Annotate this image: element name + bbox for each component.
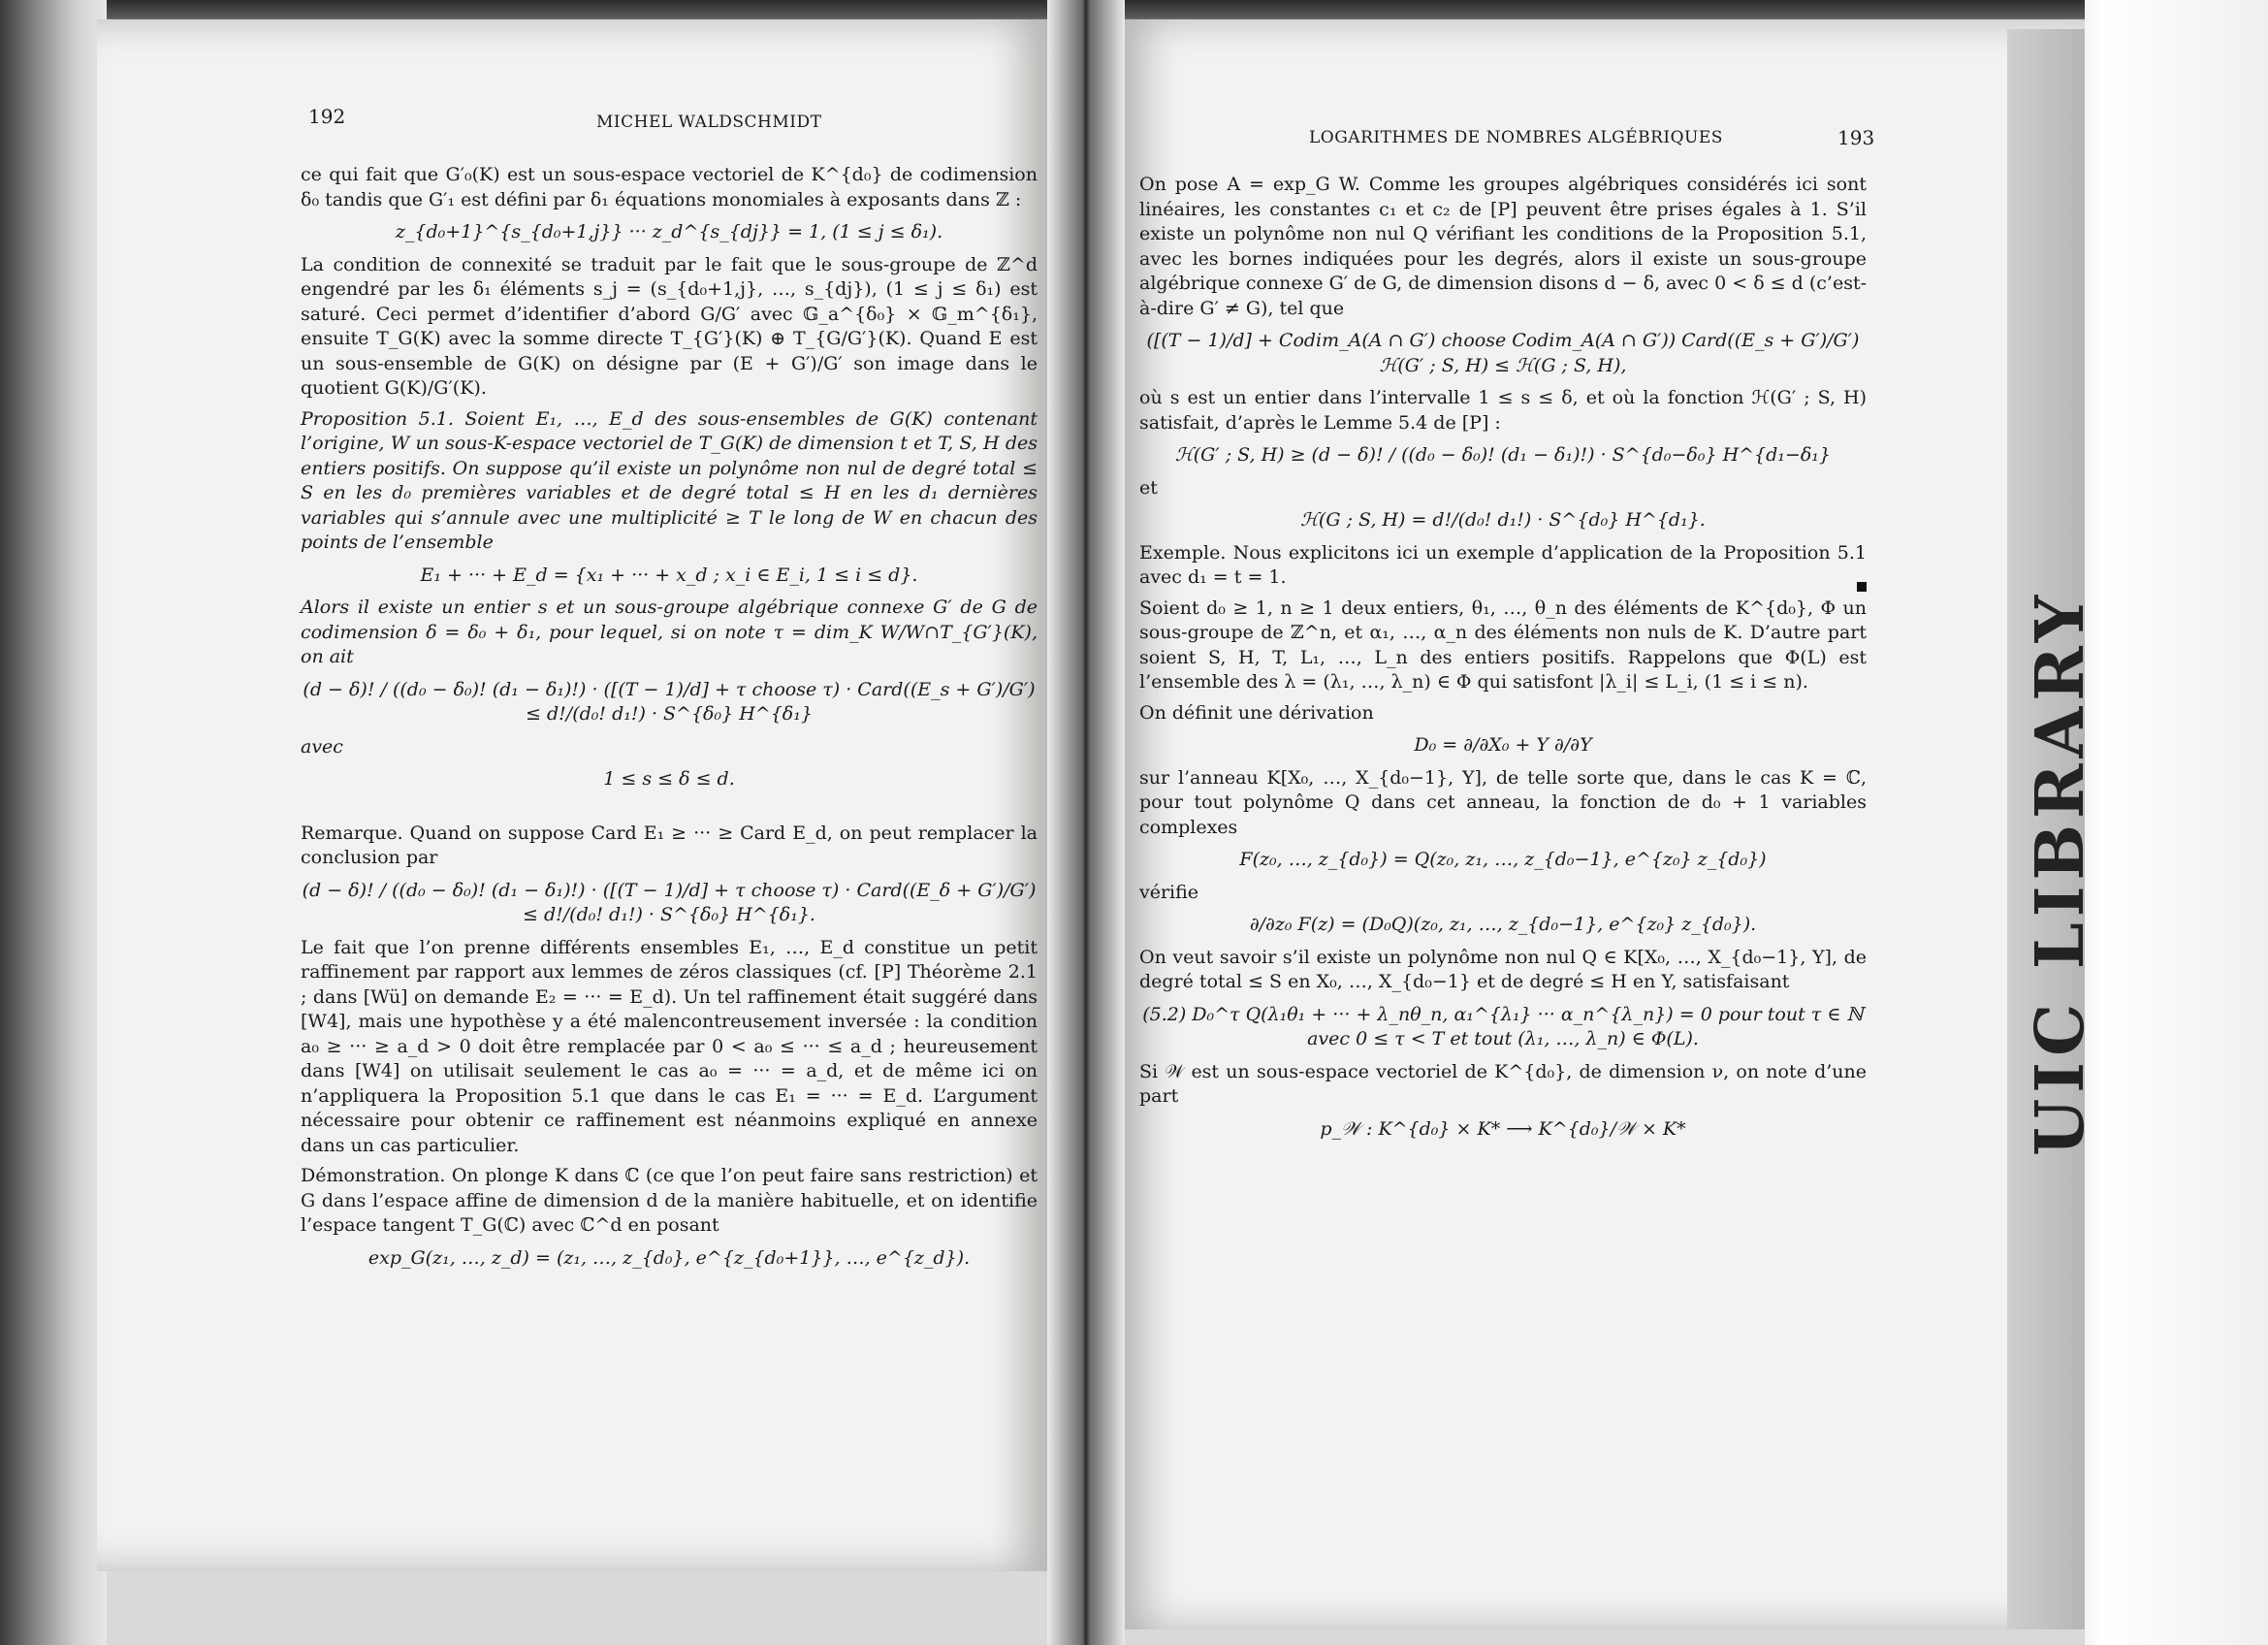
right-para-2: où s est un entier dans l’intervalle 1 ≤ s ≤ δ, et où la fonction ℋ(G′ ; S, H) satisfait, d’après le Lemme 5.4 de [P] : <box>1139 387 1867 434</box>
qed-square-icon <box>1857 582 1867 592</box>
left-eq-remarque-inequality: (d − δ)! / ((d₀ − δ₀)! (d₁ − δ₁)!) · ([(T − 1)/d] + τ choose τ) · Card((E_δ + G′)/G′) ≤ d!/(d₀! d₁!) · S^{δ₀} H^{δ₁}. <box>302 879 1037 925</box>
right-para-soient: Soient d₀ ≥ 1, n ≥ 1 deux entiers, θ₁, …, θ_n des éléments de K^{d₀}, Φ un sous-groupe de ℤ^n, et α₁, …, α_n des éléments non nuls de K. D’autre part soient S, H, T, L₁, …, L_n des entiers positifs. Rappelons que Φ(L) est l’ensemble des λ = (λ₁, …, λ_n) ∈ Φ qui satisfont |λ_i| ≤ L_i, (1 ≤ i ≤ n). <box>1139 597 1867 693</box>
book-gutter <box>1047 0 1125 1645</box>
right-eq-partial: ∂/∂z₀ F(z) = (D₀Q)(z₀, z₁, …, z_{d₀−1}, e^{z₀} z_{d₀}). <box>1249 914 1757 935</box>
left-eq-monomial: z_{d₀+1}^{s_{d₀+1,j}} ··· z_d^{s_{dj}} = 1, (1 ≤ j ≤ δ₁). <box>395 221 943 242</box>
left-eq-main-inequality: (d − δ)! / ((d₀ − δ₀)! (d₁ − δ₁)!) · ([(T − 1)/d] + τ choose τ) · Card((E_s + G′)/G′) ≤ d!/(d₀! d₁!) · S^{δ₀} H^{δ₁} <box>303 678 1036 725</box>
right-page-number: 193 <box>1837 126 1875 149</box>
left-eq-sumset: E₁ + ··· + E_d = {x₁ + ··· + x_d ; x_i ∈ E_i, 1 ≤ i ≤ d}. <box>420 564 918 586</box>
right-para-anneau: sur l’anneau K[X₀, …, X_{d₀−1}, Y], de telle sorte que, dans le cas K = ℂ, pour tout polynôme Q dans cet anneau, la fonction de d₀ + 1 variables complexes <box>1139 766 1867 838</box>
right-running-head: LOGARITHMES DE NOMBRES ALGÉBRIQUES <box>1309 128 1723 147</box>
right-page-body <box>1139 173 1867 1149</box>
library-spine-stamp: UIC LIBRARY <box>2022 589 2099 1157</box>
left-book-edge <box>0 0 107 1645</box>
right-eq-hilbert-g: ℋ(G ; S, H) = d!/(d₀! d₁!) · S^{d₀} H^{d₁}. <box>1300 509 1706 531</box>
right-label-verifie: vérifie <box>1139 881 1199 903</box>
right-para-savoir: On veut savoir s’il existe un polynôme non nul Q ∈ K[X₀, …, X_{d₀−1}, Y], de degré total ≤ S en X₀, …, X_{d₀−1} et de degré ≤ H en Y, satisfaisant <box>1139 946 1867 992</box>
right-eq-binomial: ([(T − 1)/d] + Codim_A(A ∩ G′) choose Codim_A(A ∩ G′)) Card((E_s + G′)/G′) ℋ(G′ ; S, H) ≤ ℋ(G ; S, H), <box>1146 330 1860 376</box>
book-spine-area <box>2085 0 2268 1645</box>
left-para-2: La condition de connexité se traduit par le fait que le sous-groupe de ℤ^d engendré par les δ₁ éléments s_j = (s_{d₀+1,j}, …, s_{dj}), (1 ≤ j ≤ δ₁) est saturé. Ceci permet d’identifier d’abord G/G′ avec 𝔾_a^{δ₀} × 𝔾_m^{δ₁}, ensuite T_G(K) avec la somme directe T_{G′}(K) ⊕ T_{G/G′}(K). Quand E est un sous-ensemble de G(K) on désigne par (E + G′)/G′ son image dans le quotient G(K)/G′(K). <box>301 253 1038 399</box>
right-eq-projection: p_𝒲 : K^{d₀} × K* ⟶ K^{d₀}/𝒲 × K* <box>1320 1117 1686 1140</box>
right-eq-d0: D₀ = ∂/∂X₀ + Y ∂/∂Y <box>1414 734 1592 756</box>
right-para-derivation: On définit une dérivation <box>1139 701 1374 724</box>
left-page-number: 192 <box>308 105 346 128</box>
right-para-1: On pose A = exp_G W. Comme les groupes algébriques considérés ici sont linéaires, les constantes c₁ et c₂ de [P] peuvent être prises égales à 1. S’il existe un polynôme non nul Q vérifiant les conditions de la Proposition 5.1, avec les bornes indiquées pour les degrés, alors il existe un sous-groupe algébrique connexe G′ de G, de dimension disons d − δ, avec 0 < δ ≤ d (c’est-à-dire G′ ≠ G), tel que <box>1139 174 1867 319</box>
left-label-avec: avec <box>301 735 343 758</box>
demonstration: Démonstration. On plonge K dans ℂ (ce que l’on peut faire sans restriction) et G dans l’espace affine de dimension d de la manière habituelle, et on identifie l’espace tangent T_G(ℂ) avec ℂ^d en posant <box>301 1165 1038 1236</box>
proposition-conclusion: Alors il existe un entier s et un sous-groupe algébrique connexe G′ de G de codimension δ = δ₀ + δ₁, pour lequel, si on note τ = dim_K W/W∩T_{G′}(K), on ait <box>301 597 1038 667</box>
right-eq-hilbert-lower: ℋ(G′ ; S, H) ≥ (d − δ)! / ((d₀ − δ₀)! (d₁ − δ₁)!) · S^{d₀−δ₀} H^{d₁−δ₁} <box>1174 444 1831 466</box>
left-eq-exp: exp_G(z₁, …, z_d) = (z₁, …, z_{d₀}, e^{z_{d₀+1}}, …, e^{z_d}). <box>367 1246 971 1269</box>
right-para-sous-espace: Si 𝒲 est un sous-espace vectoriel de K^{d₀}, de dimension ν, on note d’une part <box>1139 1060 1867 1107</box>
left-para-1: ce qui fait que G′₀(K) est un sous-espace vectoriel de K^{d₀} de codimension δ₀ tandis que G′₁ est défini par δ₁ équations monomiales à exposants dans ℤ : <box>301 164 1038 210</box>
right-eq-5-2: (5.2) D₀^τ Q(λ₁θ₁ + ··· + λ_nθ_n, α₁^{λ₁} ··· α_n^{λ_n}) = 0 pour tout τ ∈ ℕ avec 0 ≤ τ < T et tout (λ₁, …, λ_n) ∈ Φ(L). <box>1142 1003 1864 1049</box>
left-para-raffinement: Le fait que l’on prenne différents ensembles E₁, …, E_d constitue un petit raffinement par rapport aux lemmes de zéros classiques (cf. [P] Théorème 2.1 ; dans [Wü] on demande E₂ = ··· = E_d). Un tel raffinement était suggéré dans [W4], mais une hypothèse y a été malencontreusement inversée : la condition a₀ ≥ ··· ≥ a_d > 0 doit être remplacée par 0 < a₀ ≤ ··· ≤ a_d ; heureusement dans [W4] on utilisait seulement le cas a₀ = ··· = a_d, et de même ici on n’appliquera la Proposition 5.1 que dans le cas E₁ = ··· = E_d. L’argument nécessaire pour obtenir ce raffinement est néanmoins expliqué en annexe dans un cas particulier. <box>301 936 1038 1156</box>
right-eq-F: F(z₀, …, z_{d₀}) = Q(z₀, z₁, …, z_{d₀−1}, e^{z₀} z_{d₀}) <box>1239 849 1767 870</box>
remarque: Remarque. Quand on suppose Card E₁ ≥ ··· ≥ Card E_d, on peut remplacer la conclusion par <box>301 822 1038 868</box>
proposition-5-1: Proposition 5.1. Soient E₁, …, E_d des sous-ensembles de G(K) contenant l’origine, W un sous-K-espace vectoriel de T_G(K) de dimension t et T, S, H des entiers positifs. On suppose qu’il existe un polynôme non nul de degré total ≤ S en les d₀ premières variables et de degré total ≤ H en les d₁ dernières variables qui s’annule avec une multiplicité ≥ T le long de W en chacun des points de l’ensemble <box>301 407 1038 553</box>
left-page-body <box>301 163 1038 1278</box>
exemple: Exemple. Nous explicitons ici un exemple d’application de la Proposition 5.1 avec d₁ = t = 1. <box>1139 541 1867 588</box>
left-eq-range: 1 ≤ s ≤ δ ≤ d. <box>603 768 735 790</box>
left-running-head: MICHEL WALDSCHMIDT <box>596 113 822 132</box>
right-label-et: et <box>1139 476 1158 499</box>
